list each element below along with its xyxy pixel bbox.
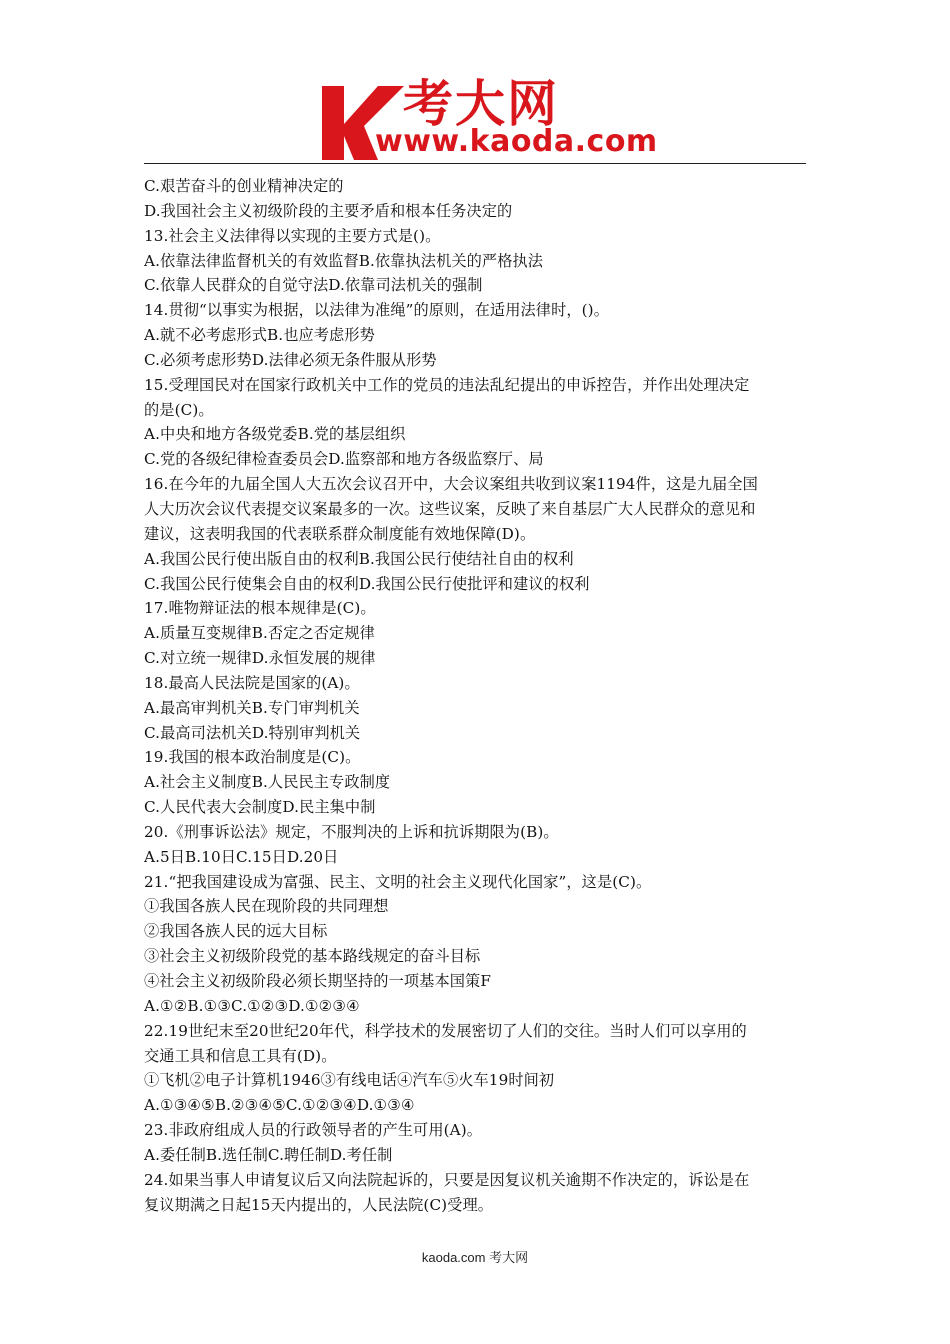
text-line: ③社会主义初级阶段党的基本路线规定的奋斗目标	[144, 947, 481, 966]
document-body	[144, 174, 808, 1217]
text-line: ①飞机②电子计算机1946③有线电话④汽车⑤火车19时间初	[144, 1071, 555, 1090]
text-line: 20.《刑事诉讼法》规定，不服判决的上诉和抗诉期限为(B)。	[144, 822, 559, 841]
text-line: C.必须考虑形势D.法律必须无条件服从形势	[144, 350, 437, 369]
text-line: A.就不必考虑形式B.也应考虑形势	[144, 326, 375, 345]
text-line: 15.受理国民对在国家行政机关中工作的党员的违法乱纪提出的申诉控告，并作出处理决定	[144, 375, 750, 394]
text-line: 23.非政府组成人员的行政领导者的产生可用(A)。	[144, 1121, 483, 1140]
logo-chinese-text: 考大网	[403, 75, 559, 133]
text-line: A.①③④⑤B.②③④⑤C.①②③④D.①③④	[144, 1096, 415, 1115]
text-line: 复议期满之日起15天内提出的，人民法院(C)受理。	[144, 1195, 494, 1214]
text-line: C.最高司法机关D.特别审判机关	[144, 723, 361, 742]
header-divider	[144, 163, 806, 164]
text-line: 18.最高人民法院是国家的(A)。	[144, 673, 360, 692]
text-line: 19.我国的根本政治制度是(C)。	[144, 748, 361, 767]
text-line: 的是(C)。	[144, 400, 214, 419]
text-line: A.委任制B.选任制C.聘任制D.考任制	[144, 1145, 393, 1164]
text-line: C.依靠人民群众的自觉守法D.依靠司法机关的强制	[144, 276, 483, 295]
text-line: ②我国各族人民的远大目标	[144, 922, 328, 941]
text-line: C.人民代表大会制度D.民主集中制	[144, 798, 376, 817]
text-line: A.质量互变规律B.否定之否定规律	[144, 624, 375, 643]
text-line: 人大历次会议代表提交议案最多的一次。这些议案，反映了来自基层广大人民群众的意见和	[144, 499, 756, 518]
text-line: D.我国社会主义初级阶段的主要矛盾和根本任务决定的	[144, 201, 513, 220]
text-line: A.①②B.①③C.①②③D.①②③④	[144, 996, 360, 1015]
text-line: C.艰苦奋斗的创业精神决定的	[144, 177, 344, 195]
text-line: 13.社会主义法律得以实现的主要方式是()。	[144, 226, 441, 245]
text-line: ①我国各族人民在现阶段的共同理想	[144, 897, 389, 916]
text-line: A.我国公民行使出版自由的权利B.我国公民行使结社自由的权利	[144, 549, 574, 568]
text-line: ④社会主义初级阶段必须长期坚持的一项基本国策F	[144, 972, 491, 990]
page-footer: kaoda.com 考大网	[421, 1250, 529, 1265]
text-line: A.中央和地方各级党委B.党的基层组织	[144, 425, 406, 444]
text-line: 24.如果当事人申请复议后又向法院起诉的，只要是因复议机关逾期不作决定的，诉讼是在	[144, 1170, 750, 1189]
text-line: 16.在今年的九届全国人大五次会议召开中，大会议案组共收到议案1194件，这是九届全国	[144, 475, 758, 494]
text-line: A.最高审判机关B.专门审判机关	[144, 698, 360, 717]
text-line: A.5日B.10日C.15日D.20日	[144, 847, 339, 866]
text-line: A.社会主义制度B.人民民主专政制度	[144, 773, 391, 792]
text-line: 建议，这表明我国的代表联系群众制度能有效地保障(D)。	[144, 524, 536, 543]
kaoda-logo	[318, 75, 658, 160]
logo-url-text: www.kaoda.com	[375, 124, 658, 159]
text-line: 17.唯物辩证法的根本规律是(C)。	[144, 599, 376, 618]
text-line: A.依靠法律监督机关的有效监督B.依靠执法机关的严格执法	[144, 251, 544, 270]
text-line: 14.贯彻“以事实为根据，以法律为准绳”的原则，在适用法律时，()。	[144, 301, 609, 320]
text-line: C.我国公民行使集会自由的权利D.我国公民行使批评和建议的权利	[144, 574, 590, 593]
text-line: C.党的各级纪律检查委员会D.监察部和地方各级监察厅、局	[144, 450, 544, 469]
text-line: C.对立统一规律D.永恒发展的规律	[144, 649, 376, 668]
text-line: 交通工具和信息工具有(D)。	[144, 1046, 337, 1065]
text-line: 22.19世纪末至20世纪20年代，科学技术的发展密切了人们的交往。当时人们可以享用的	[144, 1021, 747, 1040]
text-line: 21.“把我国建设成为富强、民主、文明的社会主义现代化国家”，这是(C)。	[144, 872, 652, 891]
